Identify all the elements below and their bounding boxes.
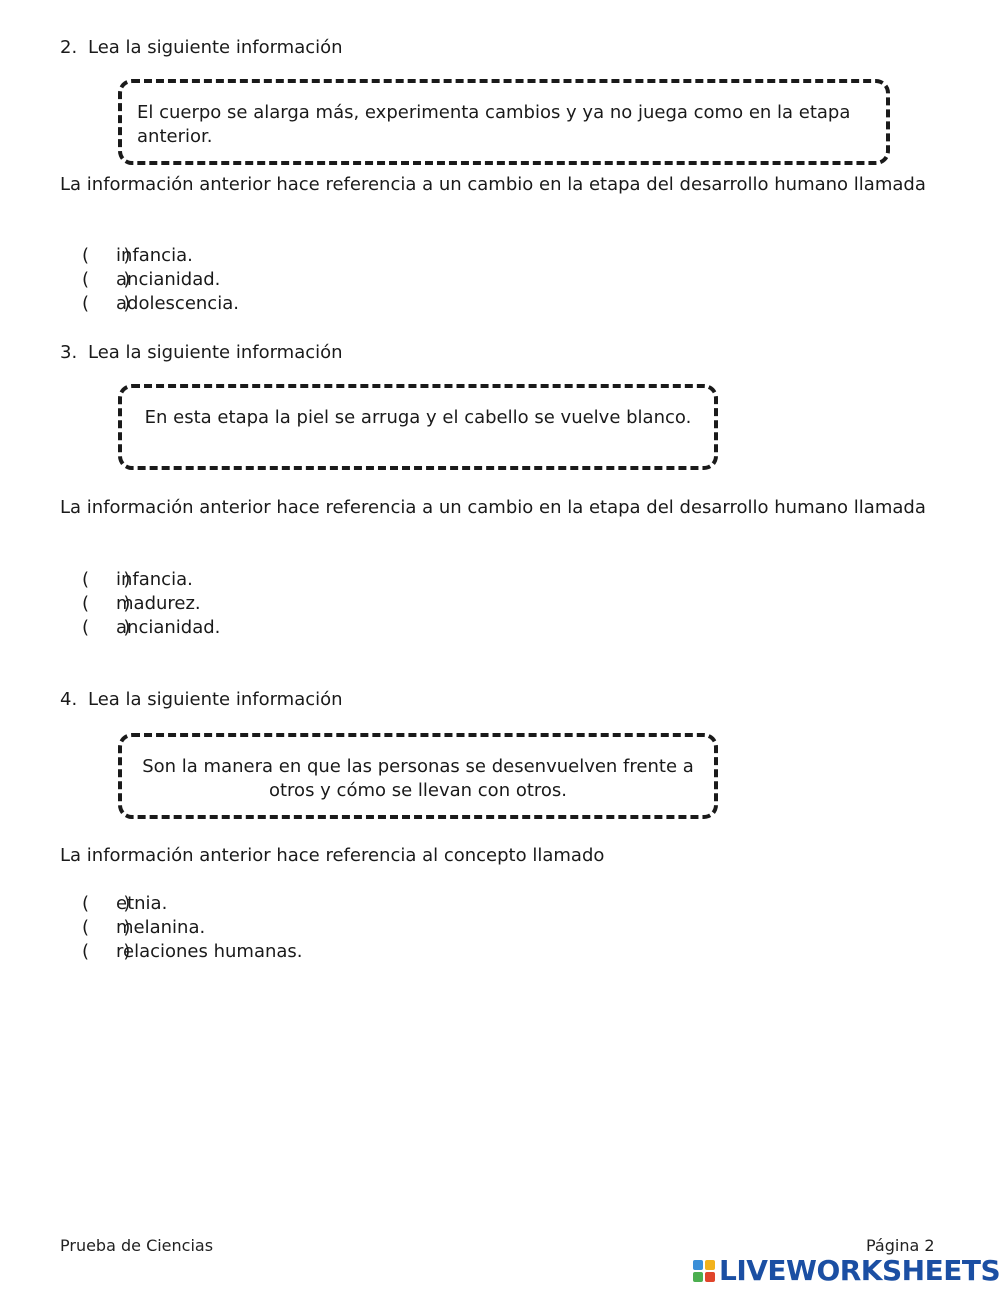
answer-blank[interactable]: ( ) — [82, 917, 131, 938]
info-box-4-text: Son la manera en que las personas se desenvuelven frente a otros y cómo se llevan con otros. — [142, 756, 694, 801]
logo-square — [705, 1272, 715, 1282]
footer-left: Prueba de Ciencias — [60, 1236, 214, 1255]
question-4-heading: 4. Lea la siguiente información — [60, 689, 343, 710]
answer-blank[interactable]: ( ) — [82, 269, 131, 290]
question-2-prompt: La información anterior hace referencia a un cambio en la etapa del desarrollo humano llamada — [60, 174, 926, 195]
option-label: melanina. — [116, 917, 206, 938]
option-label: adolescencia. — [116, 293, 239, 314]
answer-blank[interactable]: ( ) — [82, 245, 131, 266]
option-label: infancia. — [116, 245, 193, 266]
option-label: ancianidad. — [116, 269, 221, 290]
answer-blank[interactable]: ( ) — [82, 893, 131, 914]
option-row[interactable] — [82, 592, 220, 616]
logo-square — [693, 1272, 703, 1282]
answer-blank[interactable]: ( ) — [82, 569, 131, 590]
question-2-heading: 2. Lea la siguiente información — [60, 37, 343, 58]
option-row[interactable] — [82, 616, 220, 640]
question-4-options — [82, 892, 303, 964]
option-label: madurez. — [116, 593, 201, 614]
answer-blank[interactable]: ( ) — [82, 617, 131, 638]
info-box-3 — [118, 384, 718, 470]
option-label: etnia. — [116, 893, 168, 914]
logo-mark-icon — [693, 1260, 715, 1282]
logo-square — [705, 1260, 715, 1270]
question-3-heading: 3. Lea la siguiente información — [60, 342, 343, 363]
logo-square — [693, 1260, 703, 1270]
answer-blank[interactable]: ( ) — [82, 593, 131, 614]
question-4-prompt: La información anterior hace referencia al concepto llamado — [60, 845, 605, 866]
question-3-options — [82, 568, 220, 640]
option-label: infancia. — [116, 569, 193, 590]
info-box-2-text: El cuerpo se alarga más, experimenta cambios y ya no juega como en la etapa anterior. — [137, 102, 851, 147]
liveworksheets-logo — [693, 1254, 1000, 1287]
option-row[interactable] — [82, 268, 239, 292]
question-2-options — [82, 244, 239, 316]
page-number: Página 2 — [866, 1236, 935, 1255]
option-row[interactable] — [82, 940, 303, 964]
info-box-4 — [118, 733, 718, 819]
option-label: ancianidad. — [116, 617, 221, 638]
info-box-3-text: En esta etapa la piel se arruga y el cabello se vuelve blanco. — [144, 407, 692, 428]
option-row[interactable] — [82, 916, 303, 940]
question-3-prompt: La información anterior hace referencia a un cambio en la etapa del desarrollo humano llamada — [60, 497, 926, 518]
option-row[interactable] — [82, 892, 303, 916]
option-row[interactable] — [82, 244, 239, 268]
info-box-2 — [118, 79, 890, 165]
answer-blank[interactable]: ( ) — [82, 293, 131, 314]
answer-blank[interactable]: ( ) — [82, 941, 131, 962]
option-row[interactable] — [82, 568, 220, 592]
option-row[interactable] — [82, 292, 239, 316]
logo-text: LIVEWORKSHEETS — [719, 1254, 1000, 1287]
option-label: relaciones humanas. — [116, 941, 303, 962]
